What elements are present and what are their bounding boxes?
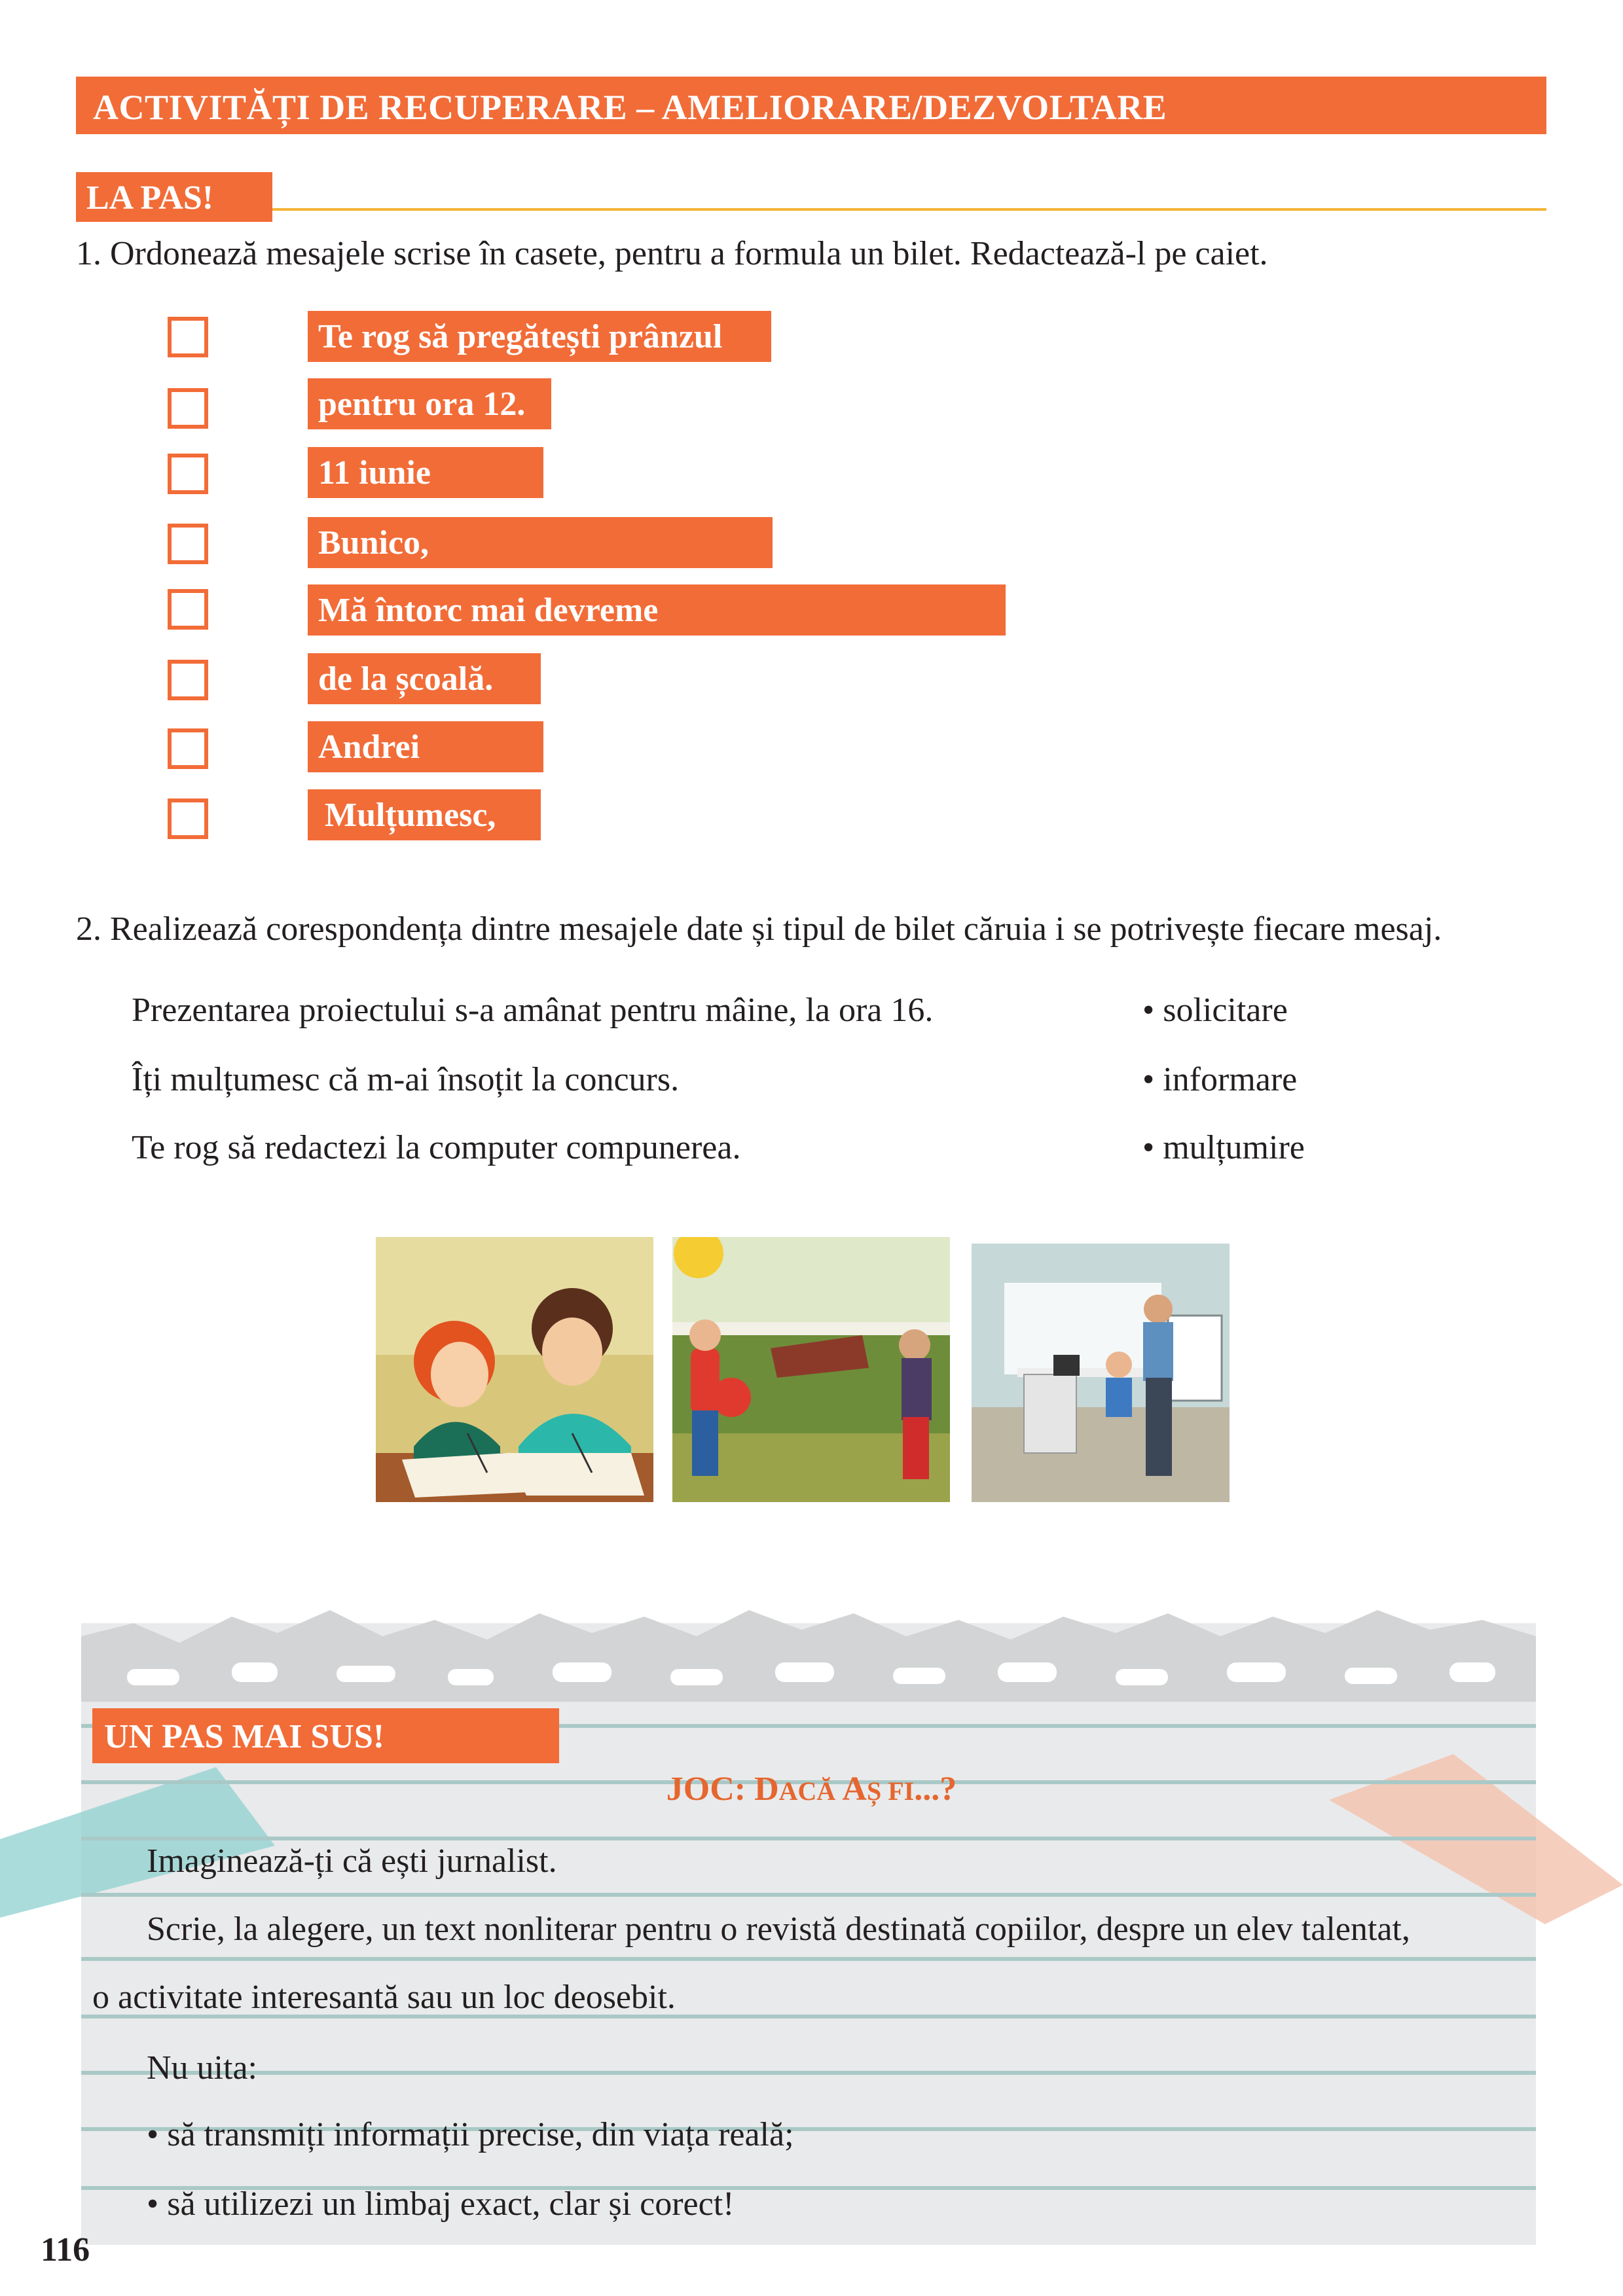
section-tag-la-pas xyxy=(76,172,272,222)
order-checkbox[interactable] xyxy=(168,317,208,357)
sentence: Îți mulțumesc că m-ai însoțit la concurs. xyxy=(132,1061,680,1098)
ticket-type: • solicitare xyxy=(1142,992,1288,1029)
exercise-line: Scrie, la alegere, un text nonliterar pentru o revistă destinată copiilor, despre un elev talentat, xyxy=(147,1910,1410,1948)
order-checkbox[interactable] xyxy=(168,524,208,564)
torn-paper-edge xyxy=(81,1597,1536,1702)
exercise-line: • să utilizezi un limbaj exact, clar și corect! xyxy=(147,2185,735,2223)
task-1-instruction: 1. Ordonează mesajele scrise în casete, pentru a formula un bilet. Redactează-l pe caiet. xyxy=(76,235,1268,272)
message-box xyxy=(308,311,771,362)
paper-line xyxy=(81,1957,1536,1961)
illustration-kids-writing xyxy=(376,1237,653,1502)
game-title: JOC: DACĂ AȘ FI...? xyxy=(666,1770,957,1808)
section-tag-un-pas-mai-sus xyxy=(92,1708,559,1763)
message-text: Bunico, xyxy=(318,524,429,562)
message-text: de la școală. xyxy=(318,660,494,698)
header-title: ACTIVITĂȚI DE RECUPERARE – AMELIORARE/DEZVOLTARE xyxy=(93,88,1167,127)
exercise-line: Nu uita: xyxy=(147,2049,257,2087)
message-box xyxy=(308,789,541,840)
message-text: 11 iunie xyxy=(318,454,431,492)
section-rule xyxy=(272,208,1546,211)
illustration-kids-park xyxy=(672,1237,950,1502)
ticket-type: • informare xyxy=(1142,1061,1298,1098)
message-box xyxy=(308,653,541,704)
ticket-type: • mulțumire xyxy=(1142,1129,1305,1166)
message-text: Te rog să pregătești prânzul xyxy=(318,318,723,355)
paper-line xyxy=(81,2071,1536,2075)
paper-line xyxy=(81,1837,1536,1840)
message-text: Mă întorc mai devreme xyxy=(318,592,659,629)
illustration-computer-room xyxy=(972,1244,1230,1502)
message-box xyxy=(308,447,543,498)
paper-line xyxy=(81,1893,1536,1897)
order-checkbox[interactable] xyxy=(168,798,208,839)
message-box xyxy=(308,378,551,429)
order-checkbox[interactable] xyxy=(168,589,208,630)
section-tag-label: UN PAS MAI SUS! xyxy=(104,1718,385,1755)
message-text: Mulțumesc, xyxy=(325,797,496,834)
exercise-line: o activitate interesantă sau un loc deosebit. xyxy=(92,1979,676,2016)
order-checkbox[interactable] xyxy=(168,388,208,429)
exercise-line: Imaginează-ți că ești jurnalist. xyxy=(147,1842,557,1880)
header-banner xyxy=(76,77,1546,134)
order-checkbox[interactable] xyxy=(168,660,208,700)
message-box xyxy=(308,721,543,772)
sentence: Te rog să redactezi la computer compunerea. xyxy=(132,1129,741,1166)
section-tag-label: LA PAS! xyxy=(86,179,214,217)
message-box xyxy=(308,584,1006,636)
message-text: Andrei xyxy=(318,728,420,766)
exercise-line: • să transmiți informații precise, din viața reală; xyxy=(147,2116,794,2153)
message-box xyxy=(308,517,773,568)
page-number: 116 xyxy=(41,2231,90,2269)
order-checkbox[interactable] xyxy=(168,454,208,494)
task-2-instruction: 2. Realizează corespondența dintre mesajele date și tipul de bilet căruia i se potrivește fiecare mesaj. xyxy=(76,910,1442,948)
message-text: pentru ora 12. xyxy=(318,386,526,423)
order-checkbox[interactable] xyxy=(168,728,208,769)
sentence: Prezentarea proiectului s-a amânat pentru mâine, la ora 16. xyxy=(132,992,934,1029)
